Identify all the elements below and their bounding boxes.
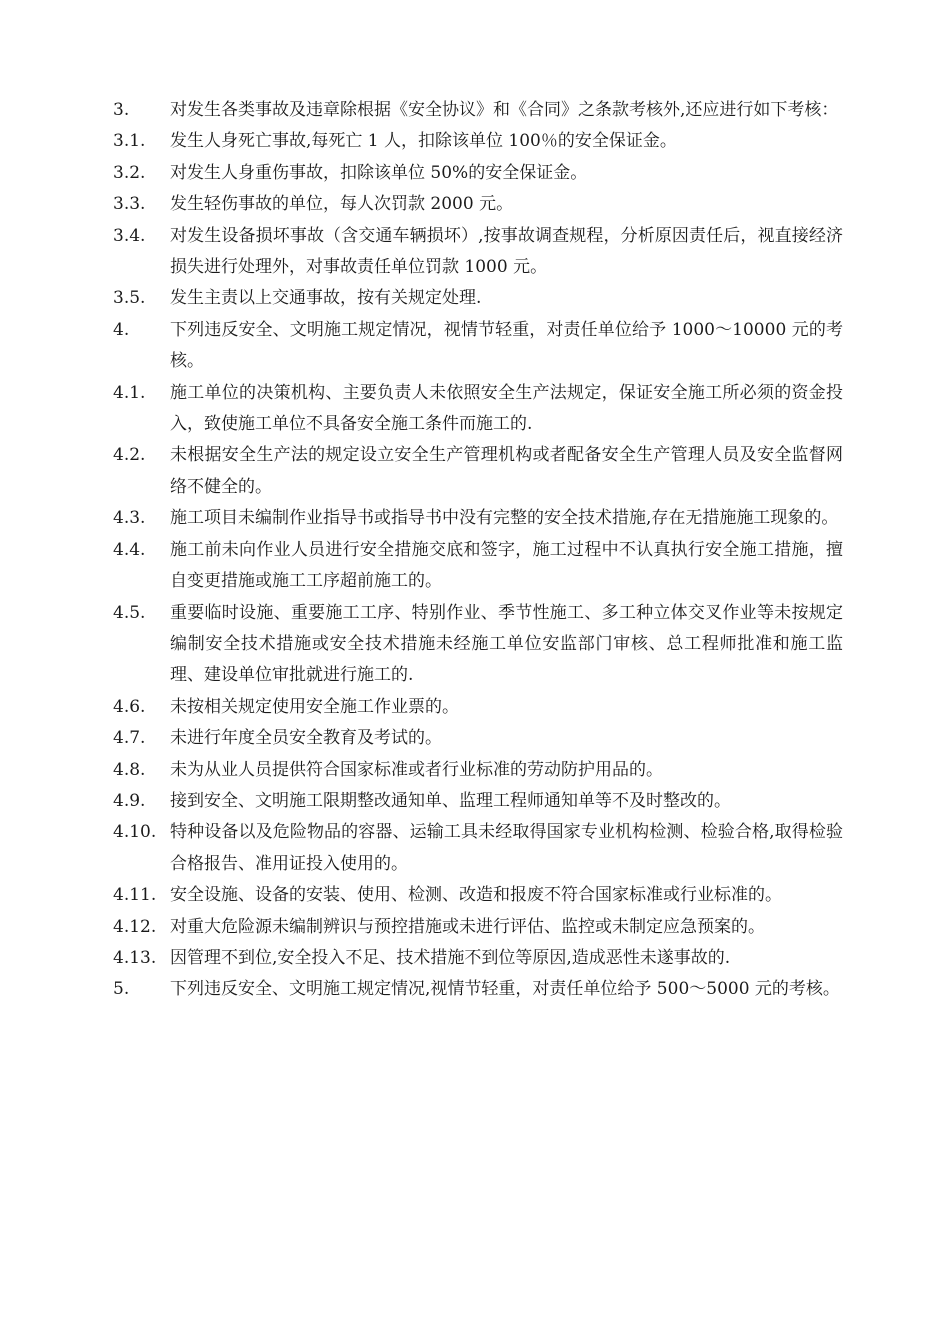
- clause-number: 4.11.: [113, 885, 157, 906]
- clause-number: 4.1.: [113, 382, 146, 403]
- clause-number: 3.2.: [113, 162, 146, 183]
- clause-text: 未按相关规定使用安全施工作业票的。: [170, 696, 459, 717]
- clause-number: 3.5.: [113, 288, 146, 309]
- clause-text: 施工项目未编制作业指导书或指导书中没有完整的安全技术措施,存在无措施施工现象的。: [170, 508, 839, 529]
- clause-number: 4.4.: [113, 539, 146, 560]
- clause-number: 4.10.: [113, 822, 157, 843]
- clause-item: [113, 535, 843, 598]
- clause-text: 发生人身死亡事故,每死亡 1 人，扣除该单位 100％的安全保证金。: [170, 131, 677, 152]
- clause-number: 5.: [113, 979, 130, 1000]
- clause-item: [113, 943, 843, 974]
- clause-text: 因管理不到位,安全投入不足、技术措施不到位等原因,造成恶性未遂事故的.: [170, 947, 731, 968]
- clause-item: [113, 189, 843, 220]
- clause-item: [113, 315, 843, 378]
- clause-item: [113, 723, 843, 754]
- clause-number: 4.13.: [113, 947, 157, 968]
- clause-text: 未为从业人员提供符合国家标准或者行业标准的劳动防护用品的。: [170, 759, 663, 780]
- clause-list: [113, 95, 843, 1006]
- clause-number: 4.9.: [113, 790, 146, 811]
- clause-number: 4.2.: [113, 445, 146, 466]
- clause-text: 对发生各类事故及违章除根据《安全协议》和《合同》之条款考核外,还应进行如下考核：: [170, 100, 839, 120]
- clause-item: [113, 158, 843, 189]
- clause-item: [113, 95, 843, 126]
- clause-number: 4.6.: [113, 696, 146, 717]
- clause-number: 4.7.: [113, 728, 146, 749]
- clause-item: [113, 880, 843, 911]
- clause-number: 4.5.: [113, 602, 146, 623]
- clause-item: [113, 755, 843, 786]
- clause-item: [113, 817, 843, 880]
- clause-text: 特种设备以及危险物品的容器、运输工具未经取得国家专业机构检测、检验合格,取得检验合格报告、准用证投入使用的。: [170, 822, 843, 874]
- clause-text: 重要临时设施、重要施工工序、特别作业、季节性施工、多工种立体交叉作业等未按规定编制安全技术措施或安全技术措施未经施工单位安监部门审核、总工程师批准和施工监理、建设单位审批就进行施工的.: [170, 602, 843, 686]
- clause-text: 发生主责以上交通事故，按有关规定处理.: [170, 288, 482, 309]
- clause-text: 对发生人身重伤事故，扣除该单位 50%的安全保证金。: [170, 162, 588, 183]
- clause-item: [113, 440, 843, 503]
- clause-number: 3.4.: [113, 225, 146, 246]
- clause-number: 4.8.: [113, 759, 146, 780]
- clause-number: 4.12.: [113, 916, 157, 937]
- clause-number: 4.3.: [113, 508, 146, 529]
- clause-number: 3.3.: [113, 194, 146, 215]
- clause-text: 施工单位的决策机构、主要负责人未依照安全生产法规定，保证安全施工所必须的资金投入，致使施工单位不具备安全施工条件而施工的.: [170, 382, 843, 435]
- clause-text: 对重大危险源未编制辨识与预控措施或未进行评估、监控或未制定应急预案的。: [170, 916, 765, 937]
- clause-item: [113, 378, 843, 441]
- clause-text: 未进行年度全员安全教育及考试的。: [170, 728, 442, 749]
- clause-text: 对发生设备损坏事故（含交通车辆损坏）,按事故调查规程，分析原因责任后，视直接经济损失进行处理外，对事故责任单位罚款 1000 元。: [170, 225, 843, 278]
- clause-item: [113, 598, 843, 692]
- clause-item: [113, 221, 843, 284]
- clause-item: [113, 126, 843, 157]
- clause-item: [113, 912, 843, 943]
- clause-number: 4.: [113, 319, 130, 340]
- clause-text: 未根据安全生产法的规定设立安全生产管理机构或者配备安全生产管理人员及安全监督网络不健全的。: [170, 445, 843, 497]
- clause-item: [113, 503, 843, 534]
- clause-item: [113, 692, 843, 723]
- clause-item: [113, 786, 843, 817]
- clause-text: 发生轻伤事故的单位，每人次罚款 2000 元。: [170, 194, 514, 215]
- clause-number: 3.1.: [113, 131, 146, 152]
- clause-text: 下列违反安全、文明施工规定情况，视情节轻重，对责任单位给予 1000～10000 元的考核。: [170, 319, 843, 372]
- clause-text: 安全设施、设备的安装、使用、检测、改造和报废不符合国家标准或行业标准的。: [170, 885, 782, 906]
- clause-number: 3.: [113, 100, 130, 120]
- clause-text: 接到安全、文明施工限期整改通知单、监理工程师通知单等不及时整改的。: [170, 790, 731, 811]
- clause-text: 下列违反安全、文明施工规定情况,视情节轻重，对责任单位给予 500～5000 元的考核。: [170, 979, 840, 1000]
- clause-text: 施工前未向作业人员进行安全措施交底和签字，施工过程中不认真执行安全施工措施，擅自变更措施或施工工序超前施工的。: [170, 539, 843, 592]
- clause-item: [113, 974, 843, 1005]
- clause-item: [113, 283, 843, 314]
